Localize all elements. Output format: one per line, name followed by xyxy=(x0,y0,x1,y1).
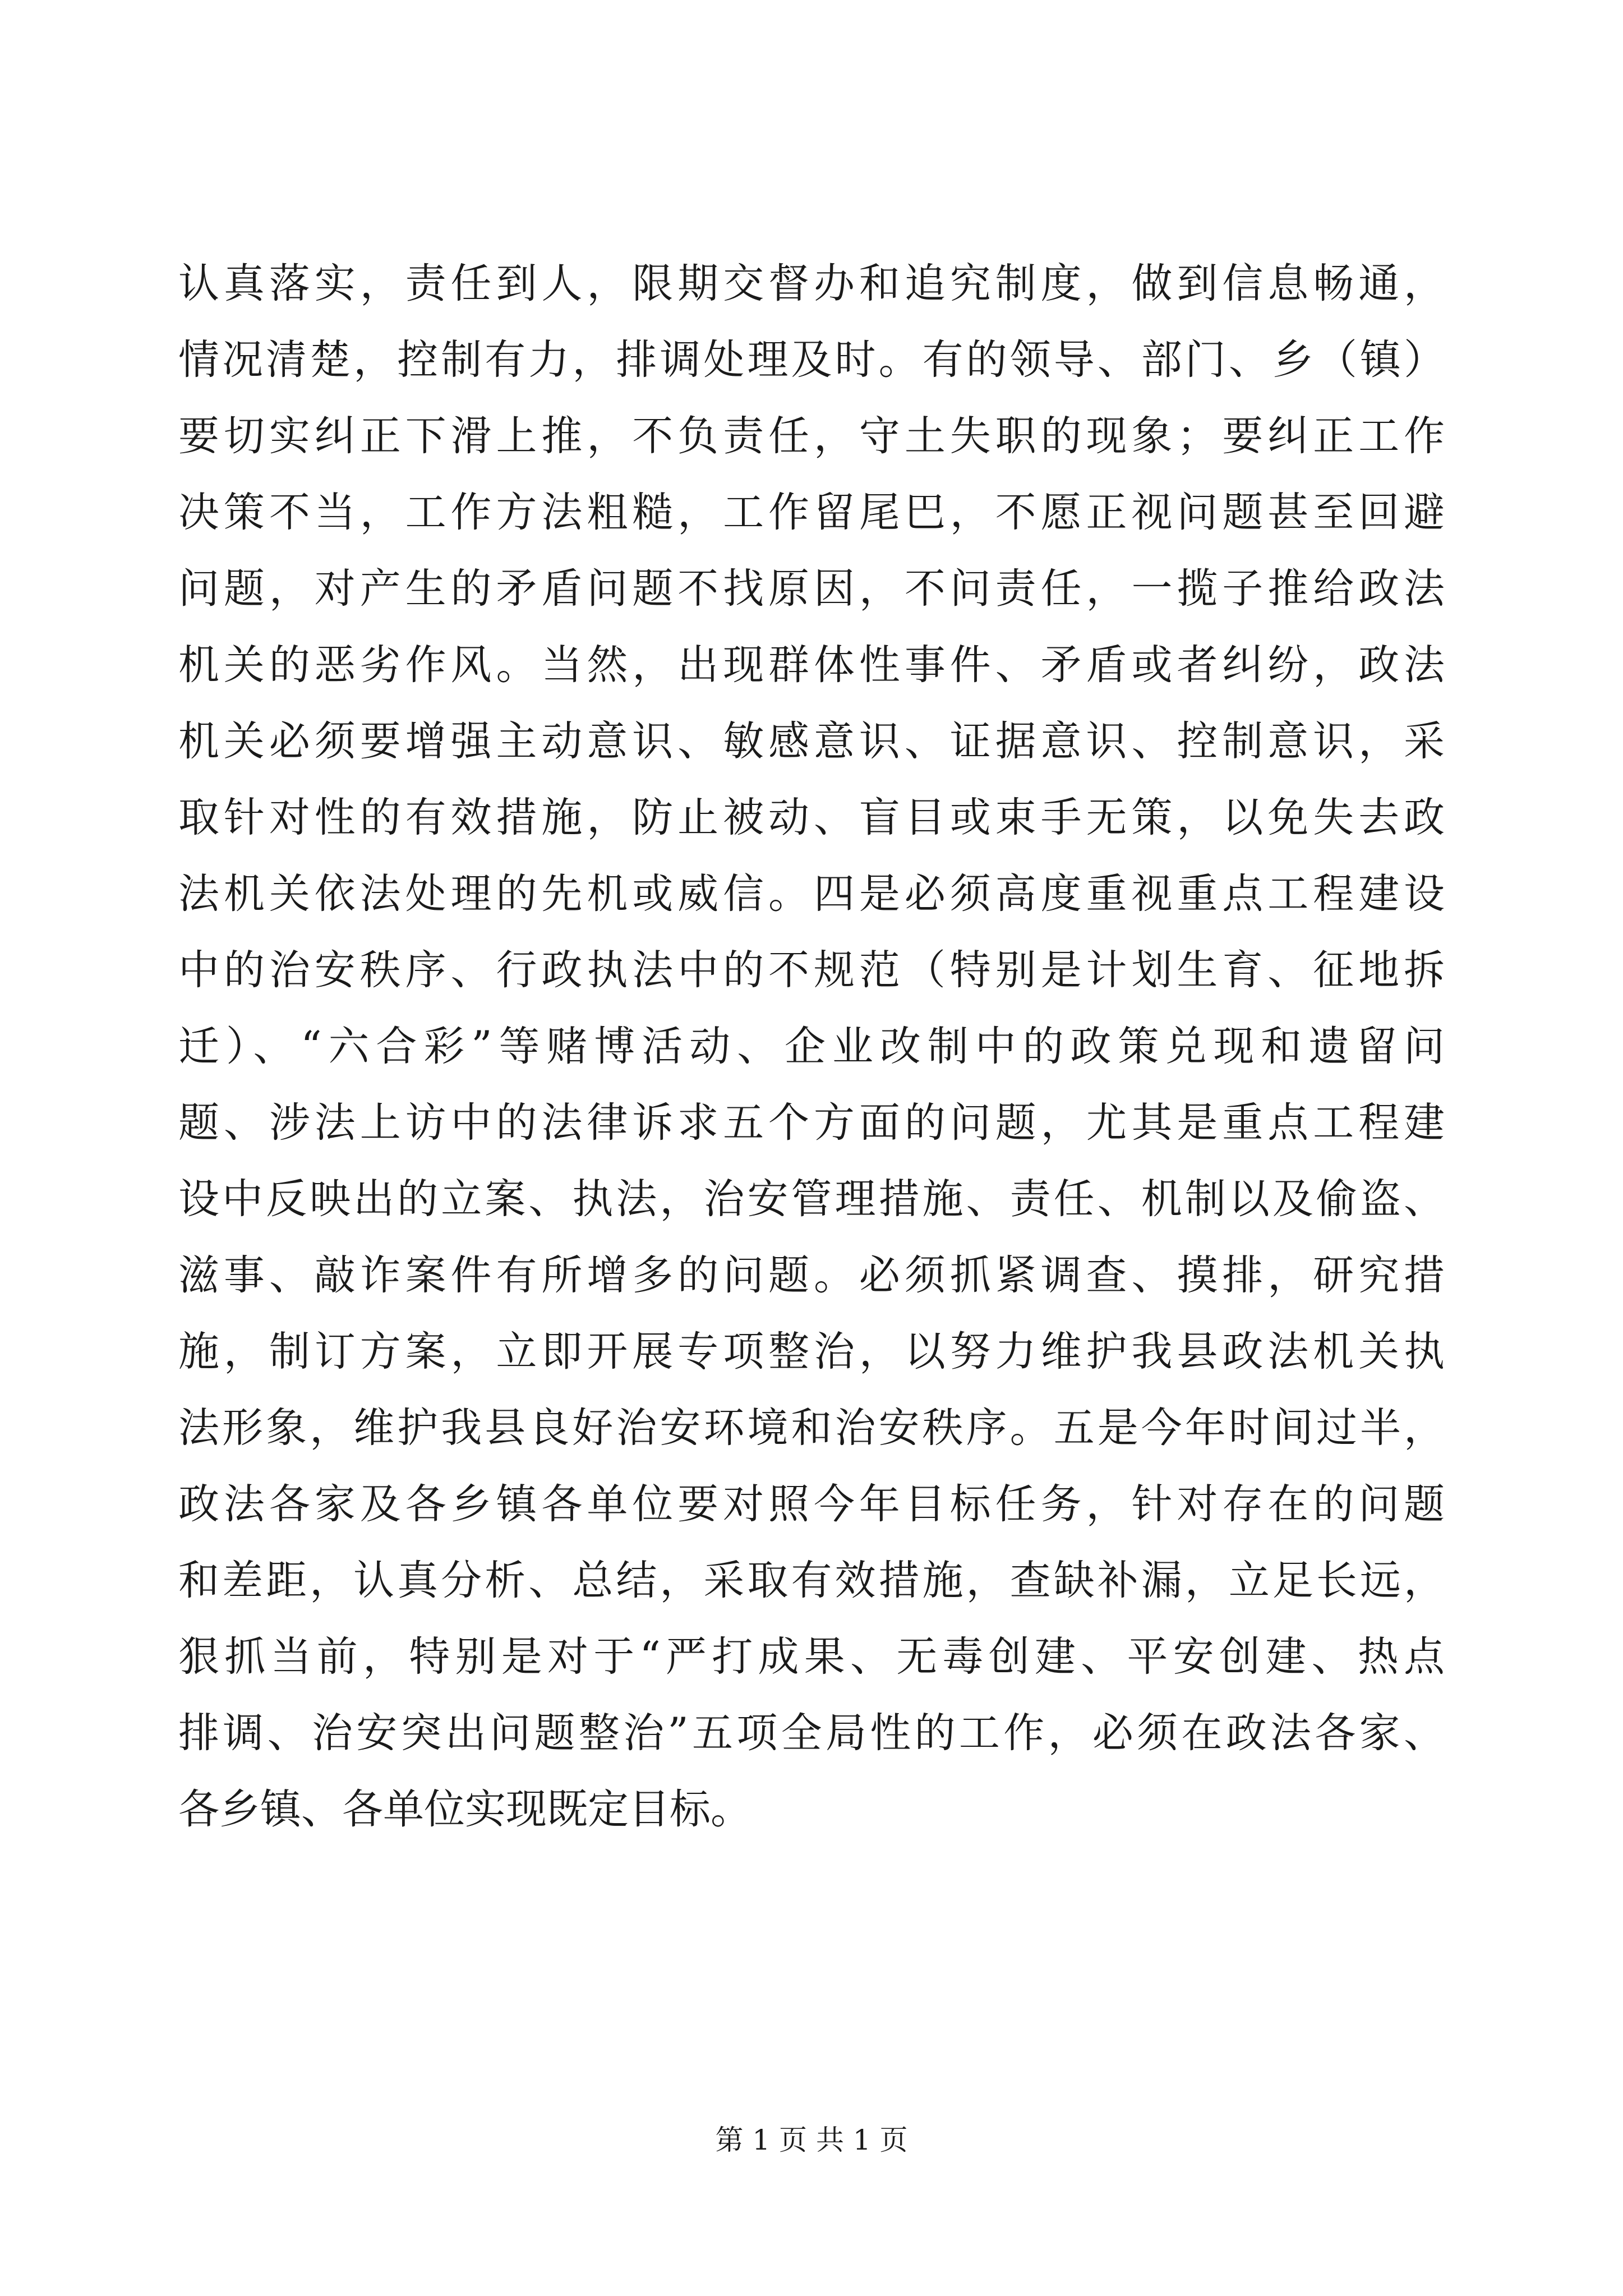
text-line: 要切实纠正下滑上推，不负责任，守土失职的现象；要纠正工作 xyxy=(178,412,1445,460)
text-line: 施，制订方案，立即开展专项整治，以努力维护我县政法机关执 xyxy=(178,1328,1445,1375)
text-line: 取针对性的有效措施，防止被动、盲目或束手无策，以免失去政 xyxy=(178,794,1445,841)
text-line: 认真落实，责任到人，限期交督办和追究制度，做到信息畅通， xyxy=(178,260,1445,307)
text-line: 和差距，认真分析、总结，采取有效措施，查缺补漏，立足长远， xyxy=(178,1557,1445,1604)
body-paragraph xyxy=(178,246,1445,1848)
text-line: 中的治安秩序、行政执法中的不规范（特别是计划生育、征地拆 xyxy=(178,946,1445,994)
text-line: 排调、治安突出问题整治”五项全局性的工作，必须在政法各家、 xyxy=(178,1709,1445,1757)
text-line: 机关的恶劣作风。当然，出现群体性事件、矛盾或者纠纷，政法 xyxy=(178,641,1445,689)
text-line: 题、涉法上访中的法律诉求五个方面的问题，尤其是重点工程建 xyxy=(178,1099,1445,1147)
text-line: 滋事、敲诈案件有所增多的问题。必须抓紧调查、摸排，研究措 xyxy=(178,1251,1445,1299)
text-line: 迁）、“六合彩”等赌博活动、企业改制中的政策兑现和遗留问 xyxy=(178,1023,1445,1070)
text-line: 法形象，维护我县良好治安环境和治安秩序。五是今年时间过半， xyxy=(178,1404,1445,1452)
text-line: 法机关依法处理的先机或威信。四是必须高度重视重点工程建设 xyxy=(178,870,1445,918)
text-line: 问题，对产生的矛盾问题不找原因，不问责任，一揽子推给政法 xyxy=(178,565,1445,613)
page-footer: 第 1 页 共 1 页 xyxy=(715,2124,908,2156)
text-line: 情况清楚，控制有力，排调处理及时。有的领导、部门、乡（镇） xyxy=(178,336,1445,384)
text-line: 狠抓当前，特别是对于“严打成果、无毒创建、平安创建、热点 xyxy=(178,1633,1445,1681)
text-line-last: 各乡镇、各单位实现既定目标。 xyxy=(178,1786,751,1833)
text-line: 政法各家及各乡镇各单位要对照今年目标任务，针对存在的问题 xyxy=(178,1480,1445,1528)
text-line: 机关必须要增强主动意识、敏感意识、证据意识、控制意识，采 xyxy=(178,717,1445,765)
text-line: 决策不当，工作方法粗糙，工作留尾巴，不愿正视问题甚至回避 xyxy=(178,489,1445,536)
text-line: 设中反映出的立案、执法，治安管理措施、责任、机制以及偷盗、 xyxy=(178,1175,1445,1223)
